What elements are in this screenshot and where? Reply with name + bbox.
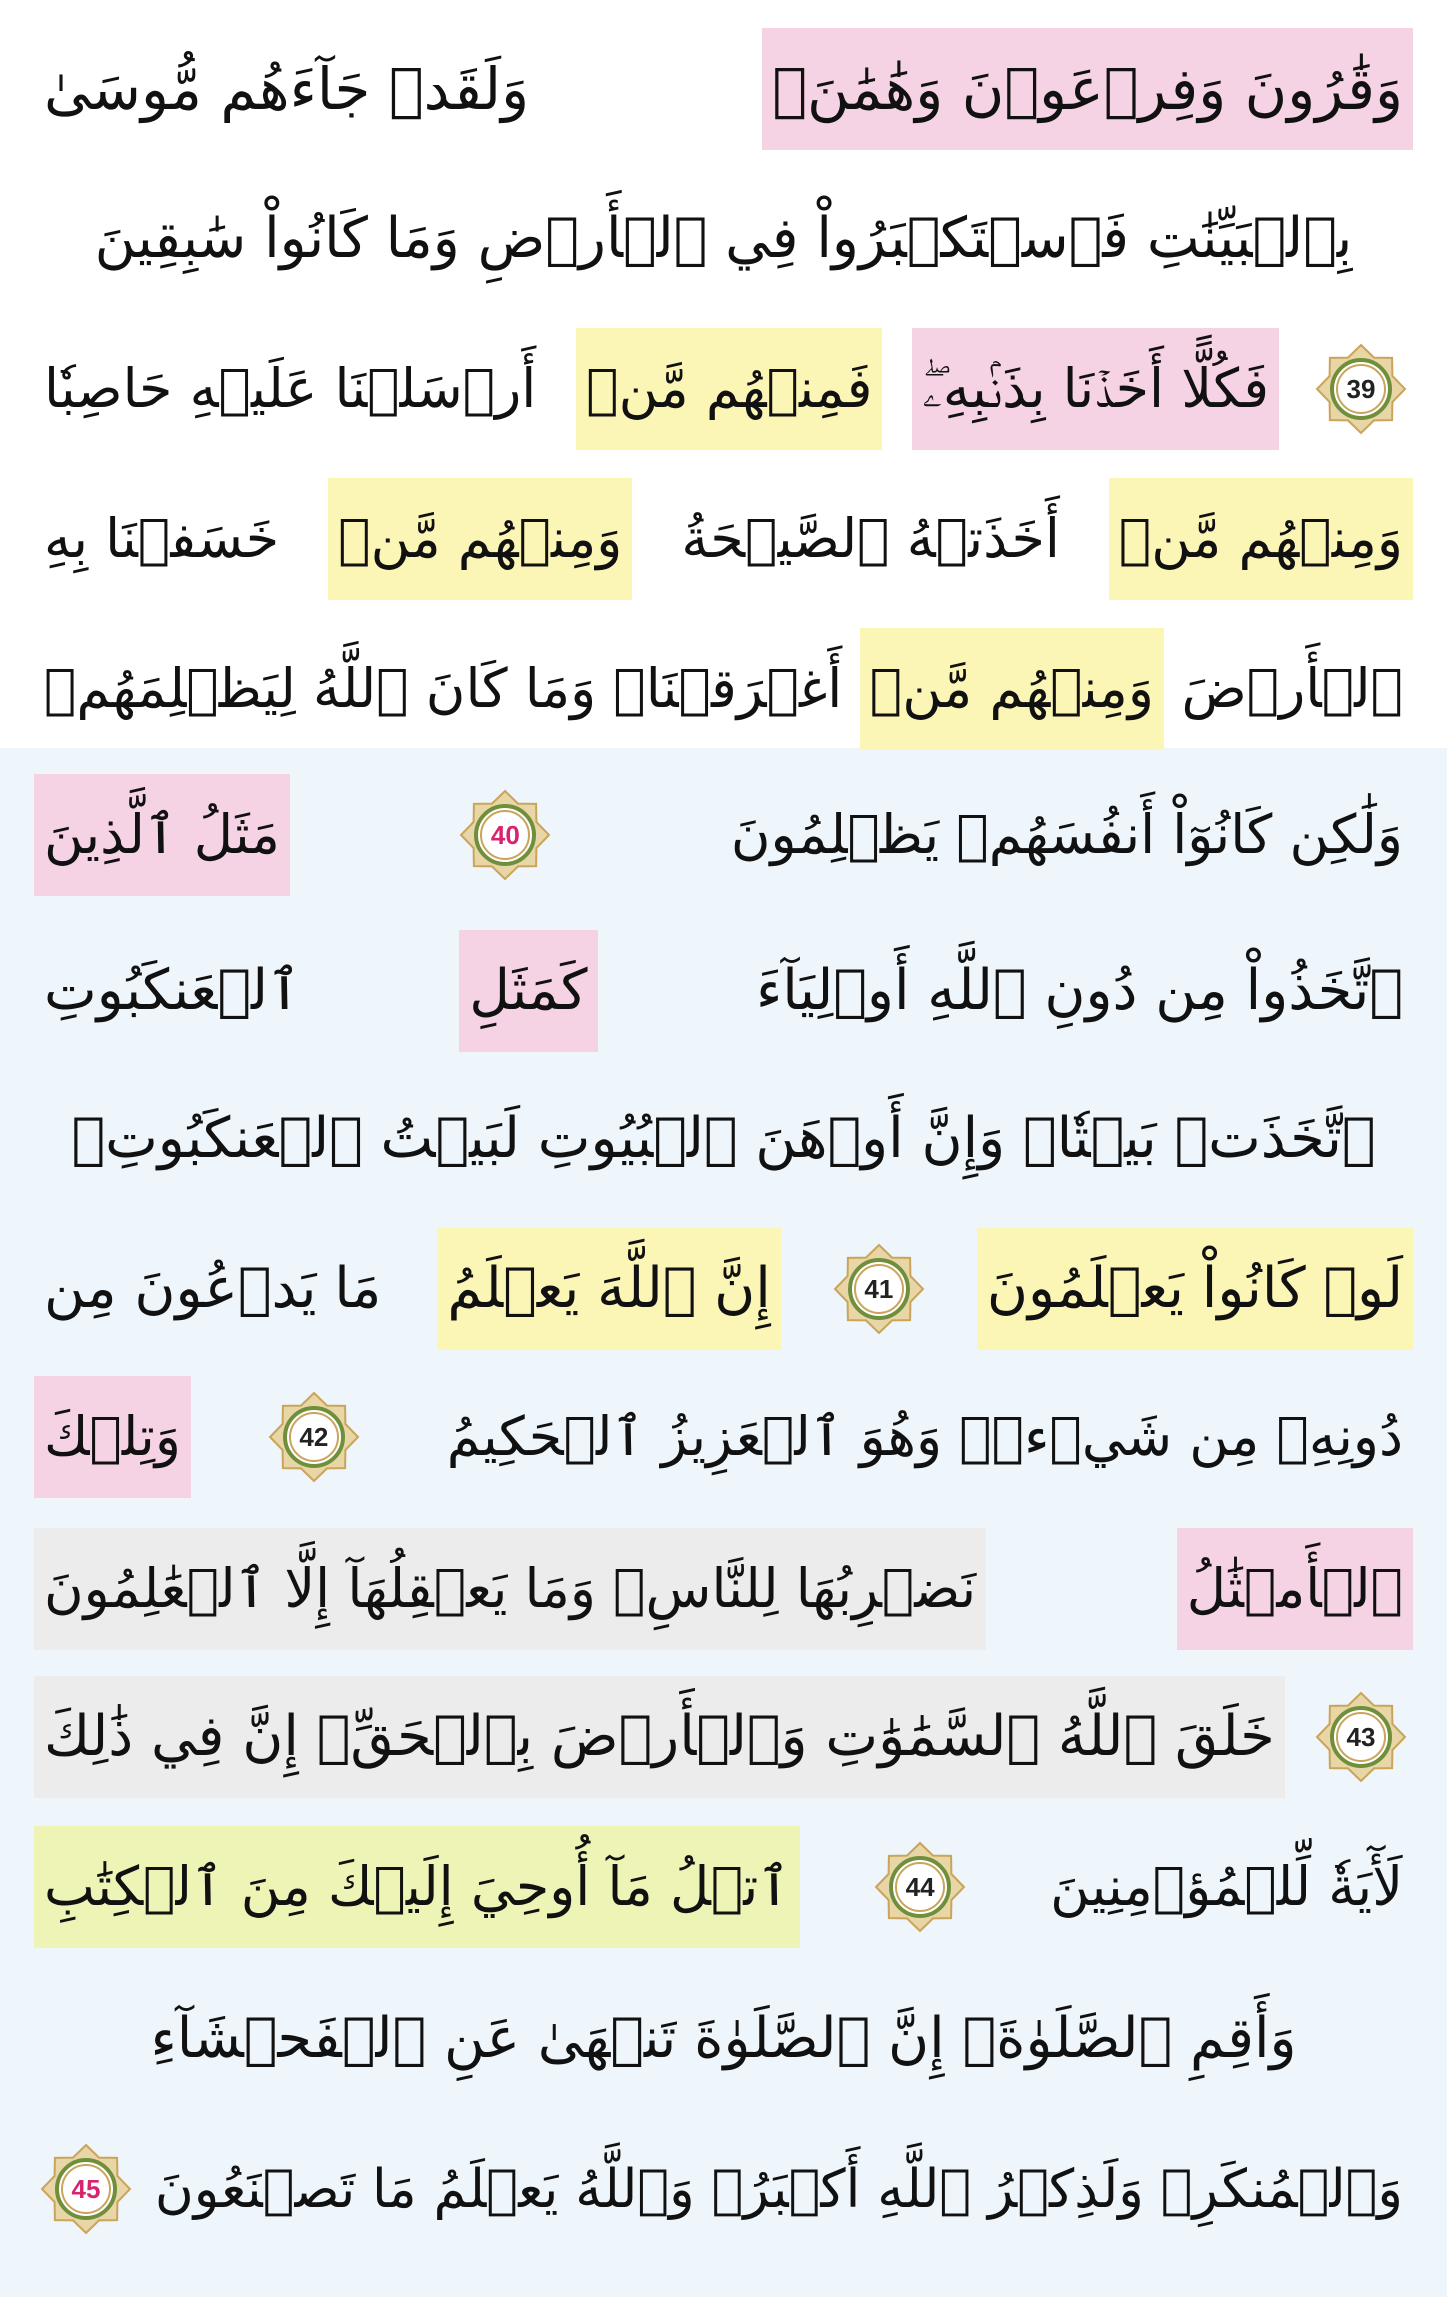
verse-text: وَلَقَدۡ جَآءَهُم مُّوسَىٰ [44, 55, 530, 123]
highlighted-verse-text: وَتِلۡكَ [34, 1376, 191, 1498]
highlighted-verse-text: نَضۡرِبُهَا لِلنَّاسِۖ وَمَا يَعۡقِلُهَآ إِلَّا ٱلۡعَٰلِمُونَ [34, 1528, 986, 1650]
ayah-number-marker [1315, 343, 1407, 435]
verse-line [34, 2122, 1413, 2256]
verse-line [34, 622, 1413, 756]
verse-text: خَسَفۡنَا بِهِ [44, 507, 280, 570]
verse-line [34, 1972, 1413, 2106]
verse-line [34, 1820, 1413, 1954]
highlighted-verse-text: وَمِنۡهُم مَّنۡ [1109, 478, 1413, 600]
ayah-number-marker [874, 1841, 966, 1933]
verse-text: لَأٓيَةٗ لِّلۡمُؤۡمِنِينَ [1050, 1855, 1403, 1918]
ayah-number: 39 [1346, 373, 1376, 404]
highlighted-verse-text: وَقَٰرُونَ وَفِرۡعَوۡنَ وَهَٰمَٰنَۖ [762, 28, 1413, 150]
ayah-number: 44 [905, 1871, 935, 1902]
verse-text: وَلَٰكِن كَانُوٓاْ أَنفُسَهُمۡ يَظۡلِمُونَ [730, 803, 1403, 866]
verse-text: أَرۡسَلۡنَا عَلَيۡهِ حَاصِبٗا [44, 357, 537, 420]
verse-line [34, 1670, 1413, 1804]
verse-text: ٱلۡعَنكَبُوتِ [44, 958, 301, 1023]
verse-line [34, 322, 1413, 456]
verse-line [34, 472, 1413, 606]
ayah-number-marker [459, 789, 551, 881]
highlighted-verse-text: ٱتۡلُ مَآ أُوحِيَ إِلَيۡكَ مِنَ ٱلۡكِتَٰبِ [34, 1826, 800, 1948]
highlighted-verse-text: خَلَقَ ٱللَّهُ ٱلسَّمَٰوَٰتِ وَٱلۡأَرۡضَ بِٱلۡحَقِّۚ إِنَّ فِي ذَٰلِكَ [34, 1676, 1285, 1798]
verse-text: ٱتَّخَذَتۡ بَيۡتٗاۖ وَإِنَّ أَوۡهَنَ ٱلۡبُيُوتِ لَبَيۡتُ ٱلۡعَنكَبُوتِۚ [71, 1106, 1376, 1171]
highlighted-verse-text: كَمَثَلِ [459, 930, 597, 1052]
verse-text: دُونِهِۦ مِن شَيۡءٖۚ وَهُوَ ٱلۡعَزِيزُ ٱلۡحَكِيمُ [446, 1405, 1403, 1468]
ayah-number: 41 [864, 1273, 894, 1304]
highlighted-verse-text: وَمِنۡهُم مَّنۡ [328, 478, 632, 600]
verse-line [34, 172, 1413, 306]
ayah-number: 42 [299, 1421, 329, 1452]
highlighted-verse-text: مَثَلُ ٱلَّذِينَ [34, 774, 290, 896]
highlighted-verse-text: فَمِنۡهُم مَّنۡ [576, 328, 882, 450]
verse-text: أَغۡرَقۡنَاۚ وَمَا كَانَ ٱللَّهُ لِيَظۡلِمَهُمۡ [44, 657, 843, 720]
verse-line [34, 924, 1413, 1058]
verse-text: وَٱلۡمُنكَرِۗ وَلَذِكۡرُ ٱللَّهِ أَكۡبَرُۗ وَٱللَّهُ يَعۡلَمُ مَا تَصۡنَعُونَ [154, 2158, 1403, 2220]
verse-line [34, 1370, 1413, 1504]
verse-text: بِٱلۡبَيِّنَٰتِ فَٱسۡتَكۡبَرُواْ فِي ٱلۡأَرۡضِ وَمَا كَانُواْ سَٰبِقِينَ [94, 206, 1353, 271]
ayah-number: 40 [490, 819, 520, 850]
ayah-number: 43 [1346, 1721, 1376, 1752]
verse-line [34, 768, 1413, 902]
highlighted-verse-text: لَوۡ كَانُواْ يَعۡلَمُونَ [977, 1228, 1413, 1350]
ayah-number-marker [268, 1391, 360, 1483]
verse-line [34, 22, 1413, 156]
verse-text: مَا يَدۡعُونَ مِن [44, 1256, 382, 1321]
verse-text: وَأَقِمِ ٱلصَّلَوٰةَۖ إِنَّ ٱلصَّلَوٰةَ تَنۡهَىٰ عَنِ ٱلۡفَحۡشَآءِ [150, 2006, 1297, 2071]
ayah-number: 45 [71, 2173, 101, 2204]
verse-text: ٱتَّخَذُواْ مِن دُونِ ٱللَّهِ أَوۡلِيَآءَ [755, 958, 1403, 1023]
verse-line [34, 1222, 1413, 1356]
verse-text: أَخَذَتۡهُ ٱلصَّيۡحَةُ [681, 507, 1060, 570]
highlighted-verse-text: ٱلۡأَمۡثَٰلُ [1177, 1528, 1413, 1650]
verse-text: ٱلۡأَرۡضَ [1181, 657, 1403, 720]
highlighted-verse-text: وَمِنۡهُم مَّنۡ [860, 628, 1164, 750]
ayah-number-marker [1315, 1691, 1407, 1783]
ayah-number-marker [833, 1243, 925, 1335]
ayah-number-marker [40, 2143, 132, 2235]
highlighted-verse-text: إِنَّ ٱللَّهَ يَعۡلَمُ [437, 1228, 781, 1350]
verse-line [34, 1072, 1413, 1206]
highlighted-verse-text: فَكُلًّا أَخَذۡنَا بِذَنۢبِهِۦۖ [912, 328, 1279, 450]
verse-line [34, 1522, 1413, 1656]
